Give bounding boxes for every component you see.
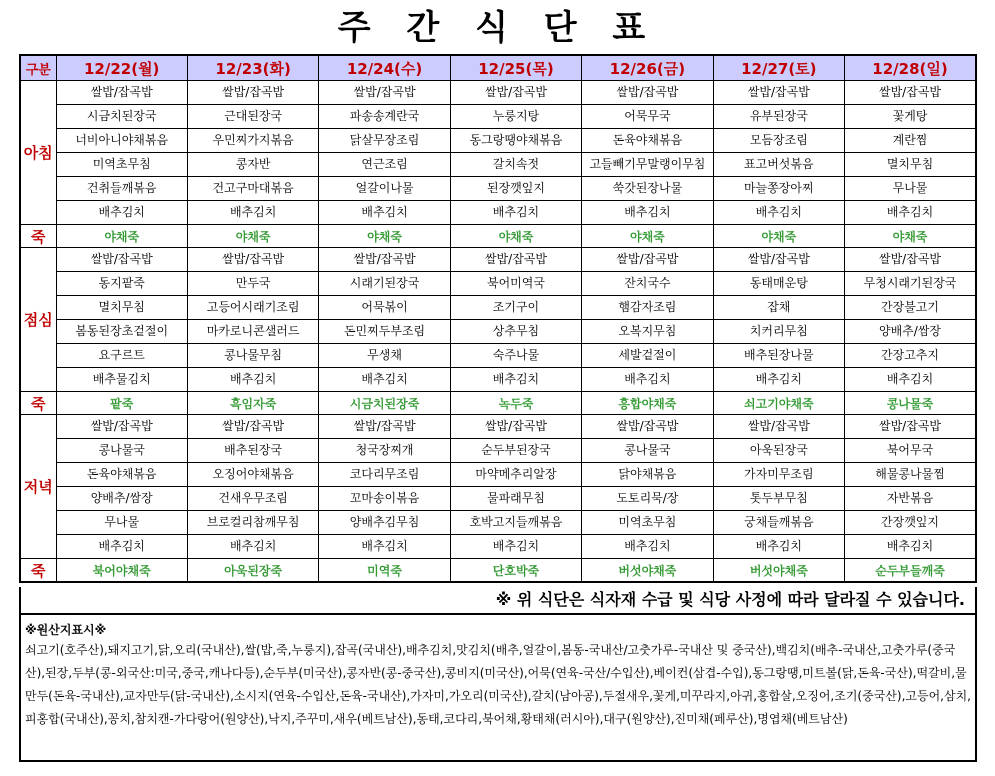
menu-item: 배추김치 (319, 201, 450, 225)
menu-item: 쌀밥/잡곡밥 (845, 81, 976, 105)
menu-item: 배추김치 (582, 201, 713, 225)
menu-item: 배추물김치 (56, 368, 187, 392)
porridge-item: 야채죽 (187, 225, 318, 248)
menu-item: 배추된장국 (187, 439, 318, 463)
menu-item: 코다리무조림 (319, 463, 450, 487)
menu-item: 치커리무침 (713, 320, 844, 344)
menu-item: 쌀밥/잡곡밥 (450, 248, 581, 272)
menu-item: 잔치국수 (582, 272, 713, 296)
menu-item: 꽃게탕 (845, 105, 976, 129)
menu-item: 돈민찌두부조림 (319, 320, 450, 344)
menu-row (20, 487, 976, 511)
menu-item: 된장깻잎지 (450, 177, 581, 201)
meal-label: 저녁 (20, 415, 56, 559)
porridge-row (20, 225, 976, 248)
menu-item: 멸치무침 (56, 296, 187, 320)
menu-item: 잡채 (713, 296, 844, 320)
menu-item: 무생채 (319, 344, 450, 368)
menu-item: 쌀밥/잡곡밥 (56, 81, 187, 105)
menu-row (20, 81, 976, 105)
menu-item: 배추김치 (450, 368, 581, 392)
menu-item: 쌀밥/잡곡밥 (56, 248, 187, 272)
menu-item: 건취들깨볶음 (56, 177, 187, 201)
menu-item: 아욱된장국 (713, 439, 844, 463)
menu-item: 쌀밥/잡곡밥 (713, 415, 844, 439)
menu-item: 쌀밥/잡곡밥 (582, 415, 713, 439)
menu-item: 양배추/쌈장 (845, 320, 976, 344)
header-row (20, 55, 976, 81)
menu-item: 동그랑땡야채볶음 (450, 129, 581, 153)
menu-item: 북어무국 (845, 439, 976, 463)
menu-item: 파송송계란국 (319, 105, 450, 129)
menu-item: 마약메추리알장 (450, 463, 581, 487)
menu-item: 양배추/쌈장 (56, 487, 187, 511)
menu-item: 우민찌가지볶음 (187, 129, 318, 153)
weekly-menu-table (19, 54, 977, 583)
menu-item: 표고버섯볶음 (713, 153, 844, 177)
menu-row (20, 296, 976, 320)
origin-section (19, 615, 977, 762)
menu-item: 쌀밥/잡곡밥 (56, 415, 187, 439)
menu-item: 고들빼기무말랭이무침 (582, 153, 713, 177)
menu-item: 순두부된장국 (450, 439, 581, 463)
menu-item: 배추김치 (713, 201, 844, 225)
menu-item: 쌀밥/잡곡밥 (319, 415, 450, 439)
menu-row (20, 177, 976, 201)
menu-item: 쌀밥/잡곡밥 (845, 415, 976, 439)
porridge-item: 야채죽 (845, 225, 976, 248)
porridge-item: 쇠고기야채죽 (713, 392, 844, 415)
menu-item: 유부된장국 (713, 105, 844, 129)
menu-row (20, 129, 976, 153)
menu-item: 햄감자조림 (582, 296, 713, 320)
menu-item: 쌀밥/잡곡밥 (713, 81, 844, 105)
header-day: 12/27(토) (713, 55, 844, 81)
menu-item: 봄동된장초겉절이 (56, 320, 187, 344)
menu-item: 누룽지탕 (450, 105, 581, 129)
menu-item: 간장깻잎지 (845, 511, 976, 535)
menu-item: 쌀밥/잡곡밥 (845, 248, 976, 272)
porridge-label: 죽 (20, 559, 56, 583)
origin-title: ※원산지표시※ (25, 623, 107, 637)
menu-row (20, 272, 976, 296)
menu-item: 돈육야채볶음 (56, 463, 187, 487)
porridge-item: 아욱된장죽 (187, 559, 318, 583)
porridge-item: 단호박죽 (450, 559, 581, 583)
menu-item: 배추김치 (187, 535, 318, 559)
porridge-item: 야채죽 (56, 225, 187, 248)
menu-row (20, 463, 976, 487)
menu-item: 닭살무장조림 (319, 129, 450, 153)
menu-item: 오복지무침 (582, 320, 713, 344)
menu-item: 멸치무침 (845, 153, 976, 177)
menu-item: 연근조림 (319, 153, 450, 177)
porridge-item: 미역죽 (319, 559, 450, 583)
porridge-item: 순두부들깨죽 (845, 559, 976, 583)
menu-item: 배추김치 (845, 368, 976, 392)
meal-label: 점심 (20, 248, 56, 392)
menu-item: 얼갈이나물 (319, 177, 450, 201)
porridge-row (20, 559, 976, 583)
menu-item: 배추김치 (845, 535, 976, 559)
menu-item: 쌀밥/잡곡밥 (450, 415, 581, 439)
menu-item: 세발겉절이 (582, 344, 713, 368)
menu-item: 쑥갓된장나물 (582, 177, 713, 201)
porridge-label: 죽 (20, 225, 56, 248)
menu-item: 요구르트 (56, 344, 187, 368)
meal-label: 아침 (20, 81, 56, 225)
menu-item: 배추김치 (56, 201, 187, 225)
notice-text: ※ 위 식단은 식자재 수급 및 식당 사정에 따라 달라질 수 있습니다. (19, 587, 977, 615)
menu-item: 배추김치 (845, 201, 976, 225)
menu-item: 건고구마대볶음 (187, 177, 318, 201)
header-day: 12/23(화) (187, 55, 318, 81)
menu-item: 쌀밥/잡곡밥 (450, 81, 581, 105)
menu-item: 콩나물무침 (187, 344, 318, 368)
header-day: 12/26(금) (582, 55, 713, 81)
menu-item: 톳두부무침 (713, 487, 844, 511)
menu-item: 만두국 (187, 272, 318, 296)
menu-item: 쌀밥/잡곡밥 (187, 248, 318, 272)
menu-item: 무나물 (56, 511, 187, 535)
porridge-item: 야채죽 (450, 225, 581, 248)
menu-item: 배추김치 (450, 535, 581, 559)
header-day: 12/28(일) (845, 55, 976, 81)
menu-item: 쌀밥/잡곡밥 (582, 248, 713, 272)
page-title: 주 간 식 단 표 (337, 8, 658, 48)
menu-item: 배추김치 (582, 368, 713, 392)
menu-item: 배추김치 (450, 201, 581, 225)
menu-item: 고등어시래기조림 (187, 296, 318, 320)
menu-row (20, 153, 976, 177)
menu-item: 꼬마송이볶음 (319, 487, 450, 511)
menu-item: 궁채들깨볶음 (713, 511, 844, 535)
menu-item: 쌀밥/잡곡밥 (319, 248, 450, 272)
porridge-item: 버섯야채죽 (713, 559, 844, 583)
menu-item: 쌀밥/잡곡밥 (187, 81, 318, 105)
menu-item: 배추김치 (187, 368, 318, 392)
porridge-item: 야채죽 (582, 225, 713, 248)
porridge-item: 야채죽 (713, 225, 844, 248)
menu-item: 청국장찌개 (319, 439, 450, 463)
menu-item: 닭야채볶음 (582, 463, 713, 487)
menu-item: 배추김치 (713, 535, 844, 559)
porridge-item: 녹두죽 (450, 392, 581, 415)
menu-item: 미역초무침 (582, 511, 713, 535)
menu-item: 오징어야채볶음 (187, 463, 318, 487)
porridge-item: 버섯야채죽 (582, 559, 713, 583)
menu-item: 쌀밥/잡곡밥 (582, 81, 713, 105)
menu-item: 동태매운탕 (713, 272, 844, 296)
menu-item: 어묵무국 (582, 105, 713, 129)
menu-item: 콩자반 (187, 153, 318, 177)
menu-item: 배추김치 (187, 201, 318, 225)
menu-item: 콩나물국 (582, 439, 713, 463)
menu-item: 미역초무침 (56, 153, 187, 177)
menu-item: 갈치속젓 (450, 153, 581, 177)
menu-item: 배추김치 (582, 535, 713, 559)
menu-item: 상추무침 (450, 320, 581, 344)
menu-row (20, 511, 976, 535)
menu-item: 숙주나물 (450, 344, 581, 368)
menu-item: 콩나물국 (56, 439, 187, 463)
header-gubun: 구분 (20, 55, 56, 81)
menu-item: 시래기된장국 (319, 272, 450, 296)
menu-item: 쌀밥/잡곡밥 (713, 248, 844, 272)
menu-item: 건새우무조림 (187, 487, 318, 511)
porridge-item: 콩나물죽 (845, 392, 976, 415)
menu-item: 쌀밥/잡곡밥 (319, 81, 450, 105)
menu-item: 북어미역국 (450, 272, 581, 296)
menu-body (20, 81, 976, 583)
porridge-item: 야채죽 (319, 225, 450, 248)
menu-item: 배추김치 (713, 368, 844, 392)
menu-item: 모듬장조림 (713, 129, 844, 153)
menu-row (20, 415, 976, 439)
menu-item: 브로컬리참깨무침 (187, 511, 318, 535)
menu-row (20, 368, 976, 392)
menu-item: 시금치된장국 (56, 105, 187, 129)
menu-row (20, 248, 976, 272)
menu-item: 물파래무침 (450, 487, 581, 511)
menu-item: 쌀밥/잡곡밥 (187, 415, 318, 439)
porridge-item: 흥합야채죽 (582, 392, 713, 415)
menu-item: 무나물 (845, 177, 976, 201)
menu-item: 배추된장나물 (713, 344, 844, 368)
porridge-row (20, 392, 976, 415)
menu-row (20, 439, 976, 463)
porridge-item: 흑임자죽 (187, 392, 318, 415)
menu-item: 계란찜 (845, 129, 976, 153)
menu-item: 호박고지들깨볶음 (450, 511, 581, 535)
menu-item: 간장고추지 (845, 344, 976, 368)
porridge-label: 죽 (20, 392, 56, 415)
menu-row (20, 320, 976, 344)
origin-text: 쇠고기(호주산),돼지고기,닭,오리(국내산),쌀(밥,죽,누룽지),잡곡(국내산),배추김치,맛김치(배추,얼갈이,봄동-국내산/고춧가루-국내산 및 중국산),백김치(배추-국내산,고춧가루(중국산),된장,두부(콩-외국산:미국,중국,캐나다등),순두부(미국산),콩자반(콩-중국산),콩비지(미국산),어묵(연육-국산/수입산),베이컨(삼겹-수입),동그랑땡,미트볼(닭,돈육-국산),떡갈비,물만두(돈육-국내산),교자만두(닭-국내산),소시지(연육-수입산,돈육-국내산),가자미,가오리(미국산),갈치(남아공),두절새우,꽃게,미꾸라지,아귀,홍합살,오징어,조기(중국산),고등어,삼치,피홍합(국내산),꽁치,참치캔-가다랑어(원양산),낙지,주꾸미,새우(베트남산),동태,코다리,북어채,황태채(러시아),대구(원양산),진미채(페루산),명엽채(베트남산) (25, 643, 971, 726)
menu-item: 근대된장국 (187, 105, 318, 129)
menu-item: 마늘쫑장아찌 (713, 177, 844, 201)
header-day: 12/25(목) (450, 55, 581, 81)
menu-item: 해물콩나물찜 (845, 463, 976, 487)
header-day: 12/24(수) (319, 55, 450, 81)
header-day: 12/22(월) (56, 55, 187, 81)
menu-row (20, 105, 976, 129)
porridge-item: 북어야채죽 (56, 559, 187, 583)
menu-row (20, 344, 976, 368)
menu-item: 너비아니야채볶음 (56, 129, 187, 153)
menu-item: 간장불고기 (845, 296, 976, 320)
menu-row (20, 201, 976, 225)
menu-item: 동지팥죽 (56, 272, 187, 296)
porridge-item: 시금치된장죽 (319, 392, 450, 415)
menu-item: 자반볶음 (845, 487, 976, 511)
menu-item: 무청시래기된장국 (845, 272, 976, 296)
porridge-item: 팥죽 (56, 392, 187, 415)
menu-item: 도토리묵/장 (582, 487, 713, 511)
menu-item: 배추김치 (319, 535, 450, 559)
menu-item: 양배추김무침 (319, 511, 450, 535)
menu-item: 배추김치 (319, 368, 450, 392)
menu-item: 가자미무조림 (713, 463, 844, 487)
menu-item: 어묵볶이 (319, 296, 450, 320)
menu-item: 돈육야채볶음 (582, 129, 713, 153)
menu-item: 마카로니콘샐러드 (187, 320, 318, 344)
menu-row (20, 535, 976, 559)
menu-item: 조기구이 (450, 296, 581, 320)
menu-item: 배추김치 (56, 535, 187, 559)
